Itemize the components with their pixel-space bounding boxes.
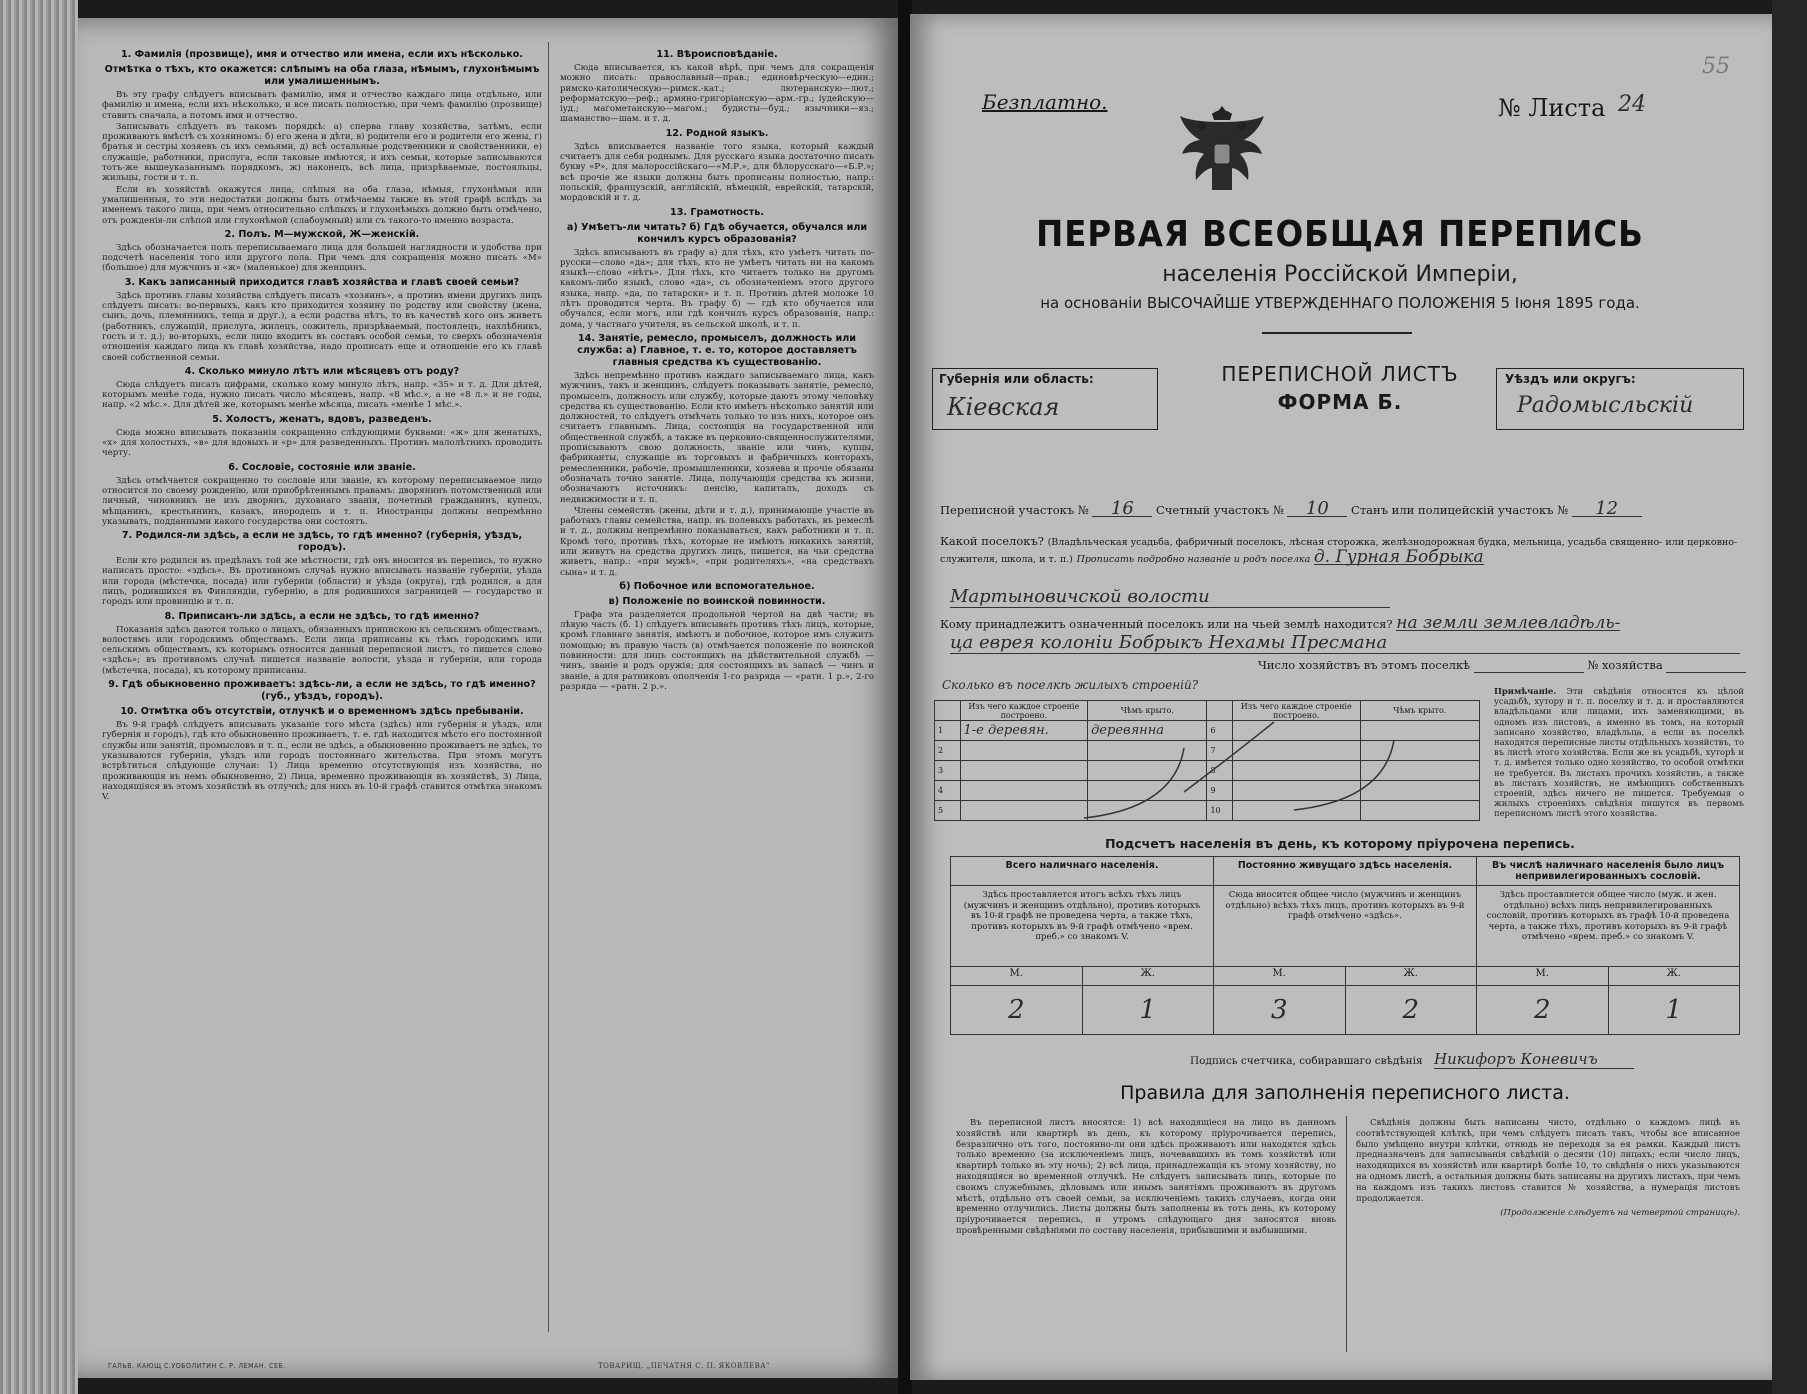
buildings-label: Сколько въ поселкѣ жилыхъ строеній? xyxy=(942,678,1199,692)
section-heading: 9. Гдѣ обыкновенно проживаетъ: здѣсь-ли, а если не здѣсь, то гдѣ именно? (губ., уѣздъ, городъ). xyxy=(108,679,536,703)
section-heading: 7. Родился-ли здѣсь, а если не здѣсь, то гдѣ именно? (губернія, уѣздъ, городъ). xyxy=(121,530,523,554)
rules-continued: (Продолженіе слѣдуетъ на четвертой страницѣ). xyxy=(1500,1208,1740,1219)
instruction-paragraph: Графа эта разделяется продольной чертой на двѣ части; въ лѣвую часть (б. 1) слѣдуетъ вписывать противъ тѣхъ лицъ, которые, кромѣ главнаго занятія, имѣютъ и побочное, которое имъ служитъ помощью; въ правую часть (в) отмѣчается положеніе по воинской повинности: для лицъ состоящихъ на дѣйствительной службѣ — чинъ, званіе и родъ оружія; для состоящихъ въ запасѣ — чинъ и званіе, а для ратниковъ ополченія 1-го разряда — «ратн. 1 р.», 2-го разряда — «ратн. 2 р.». xyxy=(560,609,874,692)
free-label: Безплатно. xyxy=(982,90,1108,114)
note-title: Примѣчаніе. xyxy=(1494,686,1557,696)
rules-text-1: Въ переписной листъ вносятся: 1) всѣ находящіеся на лицо въ данномъ хозяйствѣ или квартирѣ въ день, къ которому пріурочивается перепись, безразлично отъ того, постоянно-ли они здѣсь проживаютъ или находятся здѣсь только временно (за исключеніемъ лицъ, ночевавшихъ въ томъ хозяйствѣ или квартирѣ только въ эту ночь); 2) всѣ лица, принадлежащія къ этому хозяйству, но находящіяся во временной отлучкѣ. Не слѣдуетъ записывать лицъ, которые по своимъ служебнымъ, дѣловымъ или инымъ занятіямъ проживаютъ въ другомъ мѣстѣ, отдѣльно отъ своей семьи, за исключеніемъ такихъ случаевъ, когда они временно отлучились. Листы должны быть заполнены въ тотъ день, къ которому пріурочивается перепись, и утромъ слѣдующаго дня заносятся вновь провѣренными свѣдѣніями по составу населенія, прибывшими и выбывшими. xyxy=(956,1118,1336,1236)
instruction-paragraph: Здѣсь вписываютъ въ графу а) для тѣхъ, кто умѣетъ читать по-русски—слово «да»; для тѣхъ, кто не умѣетъ читать ни на какомъ языкѣ—слово «нѣтъ». Для тѣхъ, кто читаетъ только на другомъ какомъ-либо языкѣ, слово «да», съ обозначеніемъ этого другого языка, напр. «да, по татарски» и т. п. Противъ дѣтей моложе 10 лѣтъ проводится черта. Въ графу б) — гдѣ кто обучается или обучался, если могъ, или гдѣ кончилъ курсъ образованія, напр.: дома, у частнаго учителя, въ сельской школѣ, и т. п. xyxy=(560,247,874,330)
form-title xyxy=(1150,360,1530,416)
printer-imprint-left: ГАЛЬВ. КАЮЩ С.УОБОЛИТИН С. Р. ЛЕМАН. СЕБ. xyxy=(108,1362,286,1370)
nonprivileged-female-value: 1 xyxy=(1608,986,1740,1035)
section-heading: 3. Какъ записанный приходится главѣ хозяйства и главѣ своей семьи? xyxy=(124,276,520,288)
census-section-label: Переписной участокъ № xyxy=(940,503,1089,517)
nonprivileged-male-value: 2 xyxy=(1477,986,1609,1035)
row-number: 2 xyxy=(935,741,961,761)
row-number: 9 xyxy=(1207,781,1233,801)
counting-section-label: Счетный участокъ № xyxy=(1156,503,1284,517)
section-heading: 14. Занятіе, ремесло, промыселъ, должность или служба: а) Главное, т. е. то, которое доставляетъ главныя средства къ существованію. xyxy=(577,332,857,368)
left-page xyxy=(78,18,900,1378)
instruction-paragraph: Здѣсь непремѣнно противъ каждаго записываемаго лица, какъ мужчинъ, такъ и женщинъ, слѣдуетъ показывать занятіе, ремесло, промыселъ, должность или службу, которые даютъ этому человѣку средства къ существованію. Если кто имѣетъ нѣсколько занятій или должностей, то слѣдуетъ отмѣчать только то изъ нихъ, которое онъ считаетъ главнымъ. Лица, состоящія на государственной или общественной службѣ, а также въ церковно-священнослужителями, прописываютъ свою должность, званіе или чинъ, купцы, фабриканты, служащіе въ торговыхъ и фабричныхъ конторахъ, ремесленники, рабочіе, промышленники, хозяева и прочіе обязаны обозначать точно занятіе. Лица, получающія средства къ жизни, обозначаютъ источникъ: пенсію, капиталъ, доходъ съ недвижимости и т. п. xyxy=(560,370,874,505)
instruction-paragraph: Здѣсь противъ главы хозяйства слѣдуетъ писать «хозяинъ», а противъ имени другихъ лицъ слѣдуетъ писать: во-первыхъ, какъ кто приходится хозяину по родству или свойству (жена, сынъ, дочь, племянникъ, теща и друг.), а если родства нѣтъ, то въ качествѣ кого онъ живетъ (работникъ, служащій, прислуга, жилецъ, сожитель, призрѣваемый, постоялецъ, нахлѣбникъ, гость и т. д.); во-вторыхъ, если лицо входитъ въ составъ особой семьи, то сверхъ обозначенія отношенія каждаго лица къ главѣ хозяйства, надо прописать еще и отношеніе его къ главѣ своей собственной семьи. xyxy=(102,290,542,363)
instruction-paragraph: Здѣсь отмѣчается сокращенно то сословіе или званіе, къ которому переписываемое лицо относится по своему рожденію, или приобрѣтеннымъ правамъ: дворянинъ потомственный или личный, чиновникъ не изъ дворянъ, духовнаго званія, почетный гражданинъ, купецъ, мѣщанинъ, крестьянинъ, казакъ, инородецъ и т. п. Иностранцы должны непремѣнно указывать, подданными какого государства они состоятъ. xyxy=(102,475,542,527)
title-divider xyxy=(1262,332,1412,334)
instruction-paragraph: Показанія здѣсь даются только о лицахъ, обязанныхъ припискою къ сельскимъ обществамъ, волостямъ или городскимъ обществамъ. Если лица приписаны къ тѣмъ городскимъ или сельскимъ обществамъ, къ которымъ относится данный переписной листъ, то пишется слово «здѣсь»; въ противномъ случаѣ пишется названіе волости, уѣзда и губерніи, или города (мѣстечка, посада), къ которому приписаны. xyxy=(102,624,542,676)
row-number: 6 xyxy=(1207,721,1233,741)
rules-column-1 xyxy=(956,1118,1336,1237)
households-row xyxy=(1258,658,1746,673)
census-title: ПЕРВАЯ ВСЕОБЩАЯ ПЕРЕПИСЬ xyxy=(1036,214,1644,255)
column-divider xyxy=(548,42,549,1332)
row-number: 1 xyxy=(935,721,961,741)
page-stack-edge xyxy=(0,0,78,1394)
population-table xyxy=(950,856,1740,1035)
female-label: Ж. xyxy=(1345,967,1477,986)
instruction-paragraph: Въ эту графу слѣдуетъ вписывать фамилію, имя и отчество каждаго лица отдѣльно, или фамилію и имена, если ихъ нѣсколько, и все писать полностью, при чемъ фамилію (прозвище) ставить сначала, а потомъ имя и отчество. xyxy=(102,90,542,121)
section-heading: 2. Полъ. М—мужской, Ж—женскій. xyxy=(224,228,420,240)
province-value: Кіевская xyxy=(947,393,1060,421)
settlement-label: Какой поселокъ? xyxy=(940,534,1044,548)
instruction-paragraph: Сюда вписывается, къ какой вѣрѣ, при чемъ для сокращенія можно писать: православный—прав.; единовѣрческую—един.; римско-католическую—римск.-кат.; лютеранскую—лют.; реформатскую—реф.; армяно-григоріанскую—арм.-гр.; іудейскую—іуд.; магометанскую—магом.; будисты—буд.; язычники—яз.; шаманство—шам. и т. д. xyxy=(560,63,874,125)
owner-value: на земли землевладѣль- xyxy=(1396,613,1621,633)
female-label: Ж. xyxy=(1608,967,1740,986)
buildings-note xyxy=(1494,686,1744,819)
strike-through-marks xyxy=(934,700,1480,826)
census-section-value: 16 xyxy=(1092,502,1152,517)
section-heading: б) Побочное или вспомогательное. xyxy=(619,580,815,592)
settlement-hint-2: Прописать подробно названіе и родъ поселка xyxy=(1076,554,1311,565)
row-number: 10 xyxy=(1207,801,1233,821)
total-female-value: 1 xyxy=(1082,986,1214,1035)
section-heading: 5. Холостъ, женатъ, вдовъ, разведенъ. xyxy=(212,413,432,425)
section-heading: в) Положеніе по воинской повинности. xyxy=(608,595,826,607)
instruction-paragraph: Здѣсь обозначается полъ переписываемаго лица для большей наглядности и удобства при подсчетѣ населенія того или другого пола. При чемъ для сокращенія можно писать «М» (большое) для мужчинъ и «ж» (маленькое) для женщинъ. xyxy=(102,242,542,274)
row-number: 5 xyxy=(935,801,961,821)
instruction-paragraph: Сюда можно вписывать показанія сокращенно слѣдующими буквами: «ж» для женатыхъ, «х» для холостыхъ, «в» для вдовыхъ и «р» для разведенныхъ. Противъ малолѣтнихъ проводить черту. xyxy=(102,427,542,459)
instruction-paragraph: Если кто родился въ предѣлахъ той же мѣстности, гдѣ онъ вносится въ перепись, то нужно написать просто: «здѣсь». Въ противномъ случаѣ нужно вписывать названіе губерніи, уѣзда или города (мѣстечка, посада) или губерніи (области) и уѣзда (округа), гдѣ родился, а для лицъ, родившихся въ Финляндіи, губернію, а для родившихся заграницей — государство и городъ или провинцію и т. п. xyxy=(102,556,542,608)
instruction-paragraph: Въ 9-й графѣ слѣдуетъ вписывать указаніе того мѣста (здѣсь) или губернія и уѣздъ, или губернія и городъ), гдѣ кто обыкновенно проживаетъ, т. е. гдѣ находится мѣсто его постоянной службы или занятій, промысловъ и т. п., если не здѣсь, а обыкновенно проживаетъ не здѣсь, то указываются губернія, уѣздъ или городъ постояннаго жительства. При этомъ могутъ встрѣтиться слѣдующіе случаи: 1) Лица временно отсутствующія изъ хозяйства, но проживающія въ немъ обыкновенно, 2) Лица, временно проживающія въ хозяйствѣ, 3) Лица, находящіяся въ этомъ хозяйствѣ въ отлучкѣ; для нихъ въ 10-й графѣ ставится отмѣтка знакомъ V. xyxy=(102,720,542,803)
section-heading: 13. Грамотность. xyxy=(670,206,764,218)
households-label: Число хозяйствъ въ этомъ поселкѣ xyxy=(1258,658,1471,672)
pop-col-head-nonprivileged: Въ числѣ наличнаго населенія было лицъ непривилегированныхъ сословій. xyxy=(1477,857,1740,886)
total-male-value: 2 xyxy=(951,986,1083,1035)
owner-row xyxy=(940,613,1750,633)
row1-material: 1-е деревян. xyxy=(960,721,1088,741)
owner-value-2: ца еврея колоніи Бобрыкъ Нехамы Пресмана xyxy=(950,632,1740,654)
row-number: 4 xyxy=(935,781,961,801)
buildings-roof-head-left: Чѣмъ крыто. xyxy=(1088,701,1207,721)
district-box xyxy=(1496,368,1744,430)
instruction-paragraph: Члены семействъ (жены, дѣти и т. д.), принимающіе участіе въ работахъ главы семейства, напр. въ полевыхъ работахъ, въ ремеслѣ и т. д., должны непремѣнно показываться, какъ работники и т. п. Кромѣ того, противъ тѣхъ, которые не имѣютъ никакихъ занятій, или живутъ на средства другихъ лицъ, пишется, на чьи средства живетъ, напр.: «при мужѣ», «при родителяхъ», «на средствахъ сына» и т. д. xyxy=(560,505,874,578)
district-label: Уѣздъ или округъ: xyxy=(1505,372,1636,386)
right-binding-edge xyxy=(1772,0,1807,1394)
rules-title: Правила для заполненія переписного листа. xyxy=(1120,1082,1570,1104)
form-title-line-2: ФОРМА Б. xyxy=(1277,390,1403,414)
instructions-column-1 xyxy=(102,46,542,803)
section-heading: 10. Отмѣтка объ отсутствіи, отлучкѣ и о временномъ здѣсь пребываніи. xyxy=(120,706,524,718)
rules-column-2 xyxy=(1356,1118,1740,1219)
instruction-paragraph: Сюда слѣдуетъ писать цифрами, сколько кому минуло лѣтъ, напр. «35» и т. д. Для дѣтей, которымъ менѣе года, нужно писать число мѣсяцевъ, напр. «8 мѣс.», а не «8 л.» и не годы, напр. «2 мѣс.». Для дѣтей же, которымъ менѣе мѣсяца, писать «менѣе 1 мѣс.». xyxy=(102,379,542,411)
province-label: Губернія или область: xyxy=(939,372,1094,386)
form-title-line-1: ПЕРЕПИСНОЙ ЛИСТЪ xyxy=(1221,362,1459,386)
section-heading: Отмѣтка о тѣхъ, кто окажется: слѣпымъ на оба глаза, нѣмымъ, глухонѣмымъ или умалишеннымъ. xyxy=(104,64,540,87)
signature-value: Никифоръ Коневичъ xyxy=(1434,1050,1634,1069)
note-text: Эти свѣдѣнія относятся къ цѣлой усадьбѣ, хутору и т. п. поселку и т. д. и проставляются владѣльцами или лицами, ихъ заменяющими, въ одномъ изъ листовъ, а именно въ томъ, на который записано хозяйство, владѣльца, а если въ поселкѣ находятся переписные листы отдѣльныхъ хозяйствъ, то въ листѣ этого хозяйства. Если же въ усадьбѣ, хуторѣ и т. д. имѣется только одно хозяйство, то особой отмѣтки не требуется. Въ листахъ прочихъ хозяйствъ, а также въ листахъ хозяйствъ, не имѣющихъ собственныхъ строеній, здѣсь ничего не пишется. Требуемыя о жилыхъ строеніяхъ свѣдѣнія пишутся въ первомъ переписномъ листѣ этого хозяйства. xyxy=(1494,686,1744,819)
settlement-value-2: Мартыновичской волости xyxy=(950,586,1390,608)
district-value: Радомысльскій xyxy=(1517,393,1694,418)
section-heading: 1. Фамилія (прозвище), имя и отчество или имена, если ихъ нѣсколько. xyxy=(121,49,523,60)
rules-divider xyxy=(1346,1116,1347,1352)
female-label: Ж. xyxy=(1082,967,1214,986)
row-number: 8 xyxy=(1207,761,1233,781)
section-heading: 12. Родной языкъ. xyxy=(665,127,769,139)
owner-label: Кому принадлежитъ означенный поселокъ или на чьей землѣ находится? xyxy=(940,617,1393,631)
signature-row xyxy=(1190,1050,1634,1069)
section-heading: 11. Вѣроисповѣданіе. xyxy=(656,49,778,60)
buildings-material-head-right: Изъ чего каждое строеніе построено. xyxy=(1232,701,1360,721)
section-heading: 8. Приписанъ-ли здѣсь, а если не здѣсь, то гдѣ именно? xyxy=(164,610,480,622)
permanent-female-value: 2 xyxy=(1345,986,1477,1035)
printer-imprint-right: ТОВАРИЩ. „ПЕЧАТНЯ С. П. ЯКОВЛЕВА" xyxy=(598,1362,770,1370)
pop-col-body-nonprivileged: Здѣсь проставляется общее число (муж. и жен. отдѣльно) всѣхъ лицъ непривилегированныхъ сословій, противъ которыхъ въ графѣ 10-й проведена черта, а также тѣхъ, противъ которыхъ въ 9-й графѣ отмѣчено «врем. преб.» со знакомъ V. xyxy=(1477,886,1740,967)
pop-col-body-total: Здѣсь проставляется итогъ всѣхъ тѣхъ лицъ (мужчинъ и женщинъ отдѣльно), противъ которыхъ въ 10-й графѣ не проведена черта, а также тѣхъ, противъ которыхъ въ 9-й графѣ отмѣчено «врем. преб.» со знакомъ V. xyxy=(951,886,1214,967)
police-section-value: 12 xyxy=(1572,502,1642,517)
settlement-row xyxy=(940,534,1750,567)
section-heading: 4. Сколько минуло лѣтъ или мѣсяцевъ отъ роду? xyxy=(184,365,460,377)
male-label: М. xyxy=(1477,967,1609,986)
province-box xyxy=(932,368,1158,430)
instructions-column-2 xyxy=(560,46,874,693)
male-label: М. xyxy=(1214,967,1346,986)
right-page xyxy=(910,14,1772,1380)
sections-row xyxy=(940,498,1642,519)
row-number: 7 xyxy=(1207,741,1233,761)
pop-col-body-permanent: Сюда вносится общее число (мужчинъ и женщинъ отдѣльно) всѣхъ тѣхъ лицъ, противъ которыхъ въ 9-й графѣ отмѣчено «здѣсь». xyxy=(1214,886,1477,967)
households-value xyxy=(1474,658,1584,673)
pop-col-head-permanent: Постоянно живущаго здѣсь населенія. xyxy=(1214,857,1477,886)
rules-text-2: Свѣдѣнія должны быть написаны чисто, отдѣльно о каждомъ лицѣ въ соотвѣтствующей клѣткѣ, при чемъ слѣдуетъ писать такъ, чтобы все вписанное было умѣщено внутри клѣтки, отнюдь не переходя за ея рамки. Каждый листъ предназначенъ для записыванія свѣдѣній о десяти (10) лицахъ; если число лицъ, находящихся въ хозяйствѣ или квартирѣ болѣе 10, то свѣдѣнія о нихъ указываются на одномъ листѣ, а остальныя должны быть записаны на другихъ листахъ, при чемъ на каждомъ изъ такихъ листовъ ставится № хозяйства, а нумерація листовъ продолжается. xyxy=(1356,1118,1740,1204)
buildings-roof-head-right: Чѣмъ крыто. xyxy=(1360,701,1479,721)
archive-page-number: 55 xyxy=(1702,54,1730,79)
section-heading: 6. Сословіе, состояніе или званіе. xyxy=(228,461,416,473)
permanent-male-value: 3 xyxy=(1214,986,1346,1035)
household-no-value xyxy=(1666,658,1746,673)
instruction-paragraph: Записывать слѣдуетъ въ такомъ порядкѣ: а) сперва главу хозяйства, затѣмъ, если проживаютъ вмѣстѣ съ хозяиномъ: б) его жена и дѣти, в) родители его и родители его жены, г) братья и сестры хозяевъ съ ихъ семьями, д) всѣ остальные родственники и свойственники, е) служащіе, работники, прислуга, если таковые имѣются, и ихъ семьи, которые записываются тотъ-же вышеуказаннымъ порядкомъ, ж) наконецъ, всѣ лица, призрѣваемые, постояльцы, жильцы, гости и т. п. xyxy=(102,121,542,184)
population-count-title: Подсчетъ населенія въ день, къ которому пріурочена перепись. xyxy=(1105,836,1575,851)
pop-col-head-total: Всего наличнаго населенія. xyxy=(951,857,1214,886)
buildings-material-head-left: Изъ чего каждое строеніе построено. xyxy=(960,701,1088,721)
instruction-paragraph: Если въ хозяйствѣ окажутся лица, слѣпыя на оба глаза, нѣмыя, глухонѣмыя или умалишенныя, то эти недостатки должны быть отмѣчаемы также въ этой графѣ вслѣдъ за именемъ такого лица, при чемъ относительно слѣпыхъ и глухонѣмыхъ должно быть отмѣчено, отъ рожденія-ли слѣпой или глухонѣмой (слабоумный) или съ такого-то именно возраста. xyxy=(102,184,542,226)
settlement-hint: (Владѣльческая усадьба, фабричный поселокъ, лѣсная сторожка, желѣзнодорожная будка, мельница, усадьба священно- или церковно-служителя, школа, и т. п.) xyxy=(940,537,1738,565)
household-no-label: № хозяйства xyxy=(1587,658,1663,672)
counting-section-value: 10 xyxy=(1287,502,1347,517)
police-section-label: Станъ или полицейскій участокъ № xyxy=(1351,503,1569,517)
sheet-number-label: № Листа xyxy=(1498,94,1606,122)
instruction-paragraph: Здѣсь вписывается названіе того языка, который каждый считаетъ для себя роднымъ. Для русскаго языка достаточно писать букву «Р», для малороссійскаго—«М.Р.», для бѣлорусскаго—«Б.Р.»; всѣ прочіе же языки должны быть прописаны полностью, напр.: польскій, французскій, англійскій, нѣмецкій, еврейскій, татарскій, мордовскій и т. д. xyxy=(560,141,874,204)
signature-label: Подпись счетчика, собиравшаго свѣдѣнія xyxy=(1190,1055,1423,1067)
row-number: 3 xyxy=(935,761,961,781)
row1-roof: деревянна xyxy=(1088,721,1207,741)
census-subtitle: населенія Россійской Имперіи, xyxy=(1162,262,1518,287)
settlement-value: д. Гурная Бобрыка xyxy=(1313,547,1484,567)
male-label: М. xyxy=(951,967,1083,986)
census-decree-line: на основаніи ВЫСОЧАЙШЕ УТВЕРЖДЕННАГО ПОЛОЖЕНІЯ 5 Іюня 1895 года. xyxy=(1040,294,1640,312)
sheet-number-value: 24 xyxy=(1618,92,1646,117)
section-heading: а) Умѣетъ-ли читать? б) Гдѣ обучается, обучался или кончилъ курсъ образованія? xyxy=(566,221,868,245)
imperial-eagle-emblem xyxy=(1172,96,1272,206)
